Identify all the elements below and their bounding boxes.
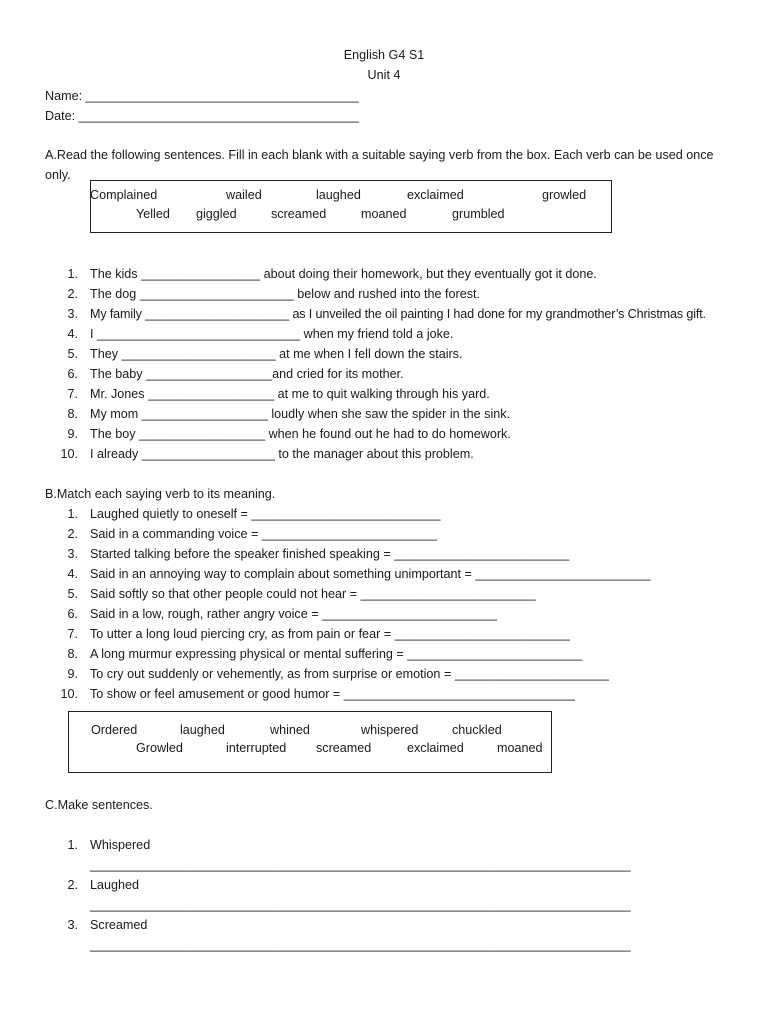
section-a-instruction: A.Read the following sentences. Fill in each blank with a suitable saying verb from the box. Each verb can be used once (45, 148, 714, 162)
item-number: 2. (67, 527, 78, 541)
word-bank-item: whispered (361, 723, 419, 737)
word-bank-item: wailed (226, 188, 262, 202)
section-b-instruction: B.Match each saying verb to its meaning. (45, 487, 276, 501)
match-definition[interactable]: Started talking before the speaker finished speaking = _________________________ (90, 547, 570, 561)
name-field[interactable]: Name: _______________________________________ (45, 89, 359, 103)
match-definition[interactable]: Said in an annoying way to complain about something unimportant = _________________________ (90, 567, 651, 581)
section-a-instruction-cont: only. (45, 168, 71, 182)
item-number: 5. (67, 347, 78, 361)
word-bank-item: grumbled (452, 207, 505, 221)
item-number: 10. (60, 687, 78, 701)
item-number: 3. (67, 547, 78, 561)
item-number: 7. (67, 627, 78, 641)
item-number: 5. (67, 587, 78, 601)
fill-in-sentence[interactable]: My mom __________________ loudly when she saw the spider in the sink. (90, 407, 511, 421)
word-bank-item: Ordered (91, 723, 138, 737)
item-number: 7. (67, 387, 78, 401)
item-number: 3. (67, 307, 78, 321)
match-definition[interactable]: Said in a low, rough, rather angry voice = _________________________ (90, 607, 498, 621)
word-bank-item: Growled (136, 741, 183, 755)
item-number: 2. (67, 287, 78, 301)
item-number: 9. (67, 667, 78, 681)
word-bank-item: chuckled (452, 723, 502, 737)
worksheet-title: English G4 S1 (343, 48, 425, 62)
item-number: 4. (67, 327, 78, 341)
fill-in-sentence[interactable]: Mr. Jones __________________ at me to quit walking through his yard. (90, 387, 490, 401)
fill-in-sentence[interactable]: The kids _________________ about doing their homework, but they eventually got it done. (90, 267, 597, 281)
item-number: 10. (60, 447, 78, 461)
item-number: 2. (67, 878, 78, 892)
match-definition[interactable]: Said softly so that other people could not hear = _________________________ (90, 587, 536, 601)
item-number: 1. (67, 267, 78, 281)
item-number: 1. (67, 838, 78, 852)
word-bank-item: growled (542, 188, 587, 202)
match-definition[interactable]: To utter a long loud piercing cry, as from pain or fear = _________________________ (90, 627, 570, 641)
match-definition[interactable]: A long murmur expressing physical or mental suffering = _________________________ (90, 647, 583, 661)
word-bank-item: screamed (316, 741, 372, 755)
section-c-instruction: C.Make sentences. (45, 798, 153, 812)
word-bank-item: whined (270, 723, 310, 737)
word-bank-item: giggled (196, 207, 237, 221)
word-bank-item: Yelled (136, 207, 170, 221)
word-bank-item: laughed (180, 723, 225, 737)
item-number: 1. (67, 507, 78, 521)
item-number: 3. (67, 918, 78, 932)
fill-in-sentence[interactable]: The dog ______________________ below and rushed into the forest. (90, 287, 481, 301)
word-bank-item: moaned (497, 741, 543, 755)
answer-line[interactable]: ________________________________________________________________________________ (90, 898, 631, 912)
fill-in-sentence[interactable]: I _____________________________ when my friend told a joke. (90, 327, 454, 341)
date-field[interactable]: Date: ________________________________________ (45, 109, 359, 123)
answer-line[interactable]: ________________________________________________________________________________ (90, 858, 631, 872)
word-bank-item: screamed (271, 207, 327, 221)
word-bank-item: laughed (316, 188, 361, 202)
sentence-prompt-word: Whispered (90, 838, 151, 852)
item-number: 6. (67, 367, 78, 381)
match-definition[interactable]: Laughed quietly to oneself = ___________________________ (90, 507, 441, 521)
item-number: 9. (67, 427, 78, 441)
word-bank-item: Complained (90, 188, 158, 202)
word-bank-item: moaned (361, 207, 407, 221)
word-bank-item: interrupted (226, 741, 287, 755)
fill-in-sentence[interactable]: The boy __________________ when he found out he had to do homework. (90, 427, 511, 441)
item-number: 4. (67, 567, 78, 581)
unit-label: Unit 4 (367, 68, 401, 82)
match-definition[interactable]: Said in a commanding voice = _________________________ (90, 527, 437, 541)
fill-in-sentence[interactable]: They ______________________ at me when I fell down the stairs. (90, 347, 463, 361)
item-number: 8. (67, 407, 78, 421)
word-bank-item: exclaimed (407, 741, 464, 755)
item-number: 6. (67, 607, 78, 621)
sentence-prompt-word: Laughed (90, 878, 140, 892)
match-definition[interactable]: To show or feel amusement or good humor = _________________________________ (90, 687, 575, 701)
item-number: 8. (67, 647, 78, 661)
sentence-prompt-word: Screamed (90, 918, 148, 932)
fill-in-sentence[interactable]: The baby __________________and cried for its mother. (90, 367, 404, 381)
answer-line[interactable]: ________________________________________________________________________________ (90, 938, 631, 952)
fill-in-sentence[interactable]: I already ___________________ to the manager about this problem. (90, 447, 474, 461)
match-definition[interactable]: To cry out suddenly or vehemently, as from surprise or emotion = ______________________ (90, 667, 609, 681)
fill-in-sentence[interactable]: My family _____________________ as I unveiled the oil painting I had done for my grandmother’s Christmas gift. (90, 307, 706, 321)
word-bank-item: exclaimed (407, 188, 464, 202)
